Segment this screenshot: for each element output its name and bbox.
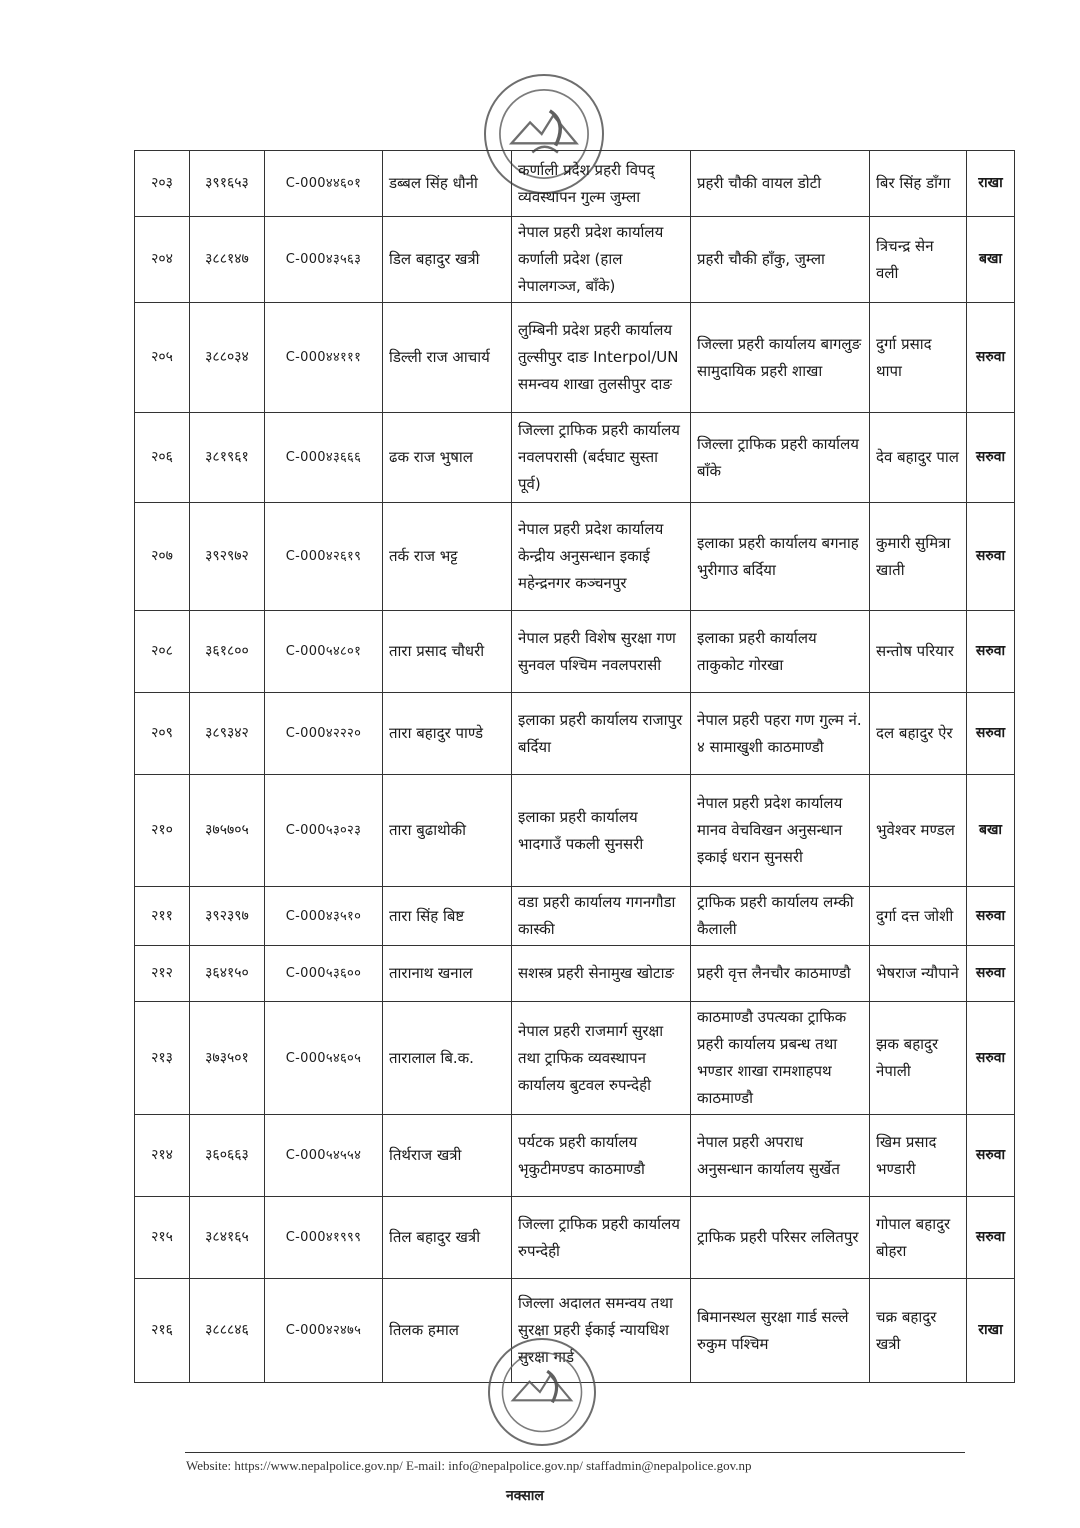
table-row xyxy=(135,946,1015,1002)
table-row xyxy=(135,151,1015,217)
name-cell: ढक राज भुषाल xyxy=(383,413,512,503)
new-office-cell: काठमाण्डौ उपत्यका ट्राफिक प्रहरी कार्यालय प्रबन्ध तथा भण्डार शाखा रामशाहपथ काठमाण्डौ xyxy=(691,1002,870,1115)
supervisor-cell: दुर्गा प्रसाद थापा xyxy=(870,303,967,413)
new-office-cell: इलाका प्रहरी कार्यालय ताकुकोट गोरखा xyxy=(691,611,870,693)
personnel-code-cell: C-000४३५६३ xyxy=(265,217,383,303)
name-cell: तिलक हमाल xyxy=(383,1279,512,1383)
personnel-code-cell: C-000४४६०१ xyxy=(265,151,383,217)
new-office-cell: नेपाल प्रहरी अपराध अनुसन्धान कार्यालय सुर्खेत xyxy=(691,1115,870,1197)
id-number-cell: ३८८८४६ xyxy=(190,1279,265,1383)
serial-number-cell: २१२ xyxy=(135,946,190,1002)
current-office-cell: इलाका प्रहरी कार्यालय भादगाउँ पकली सुनसरी xyxy=(512,775,691,887)
name-cell: तिल बहादुर खत्री xyxy=(383,1197,512,1279)
supervisor-cell: भेषराज न्यौपाने xyxy=(870,946,967,1002)
status-cell: सरुवा xyxy=(967,887,1015,946)
new-office-cell: ट्राफिक प्रहरी कार्यालय लम्की कैलाली xyxy=(691,887,870,946)
id-number-cell: ३७३५०१ xyxy=(190,1002,265,1115)
personnel-code-cell: C-000४३६६६ xyxy=(265,413,383,503)
new-office-cell: बिमानस्थल सुरक्षा गार्ड सल्ले रुकुम पश्चिम xyxy=(691,1279,870,1383)
personnel-code-cell: C-000५३०२३ xyxy=(265,775,383,887)
name-cell: डिल बहादुर खत्री xyxy=(383,217,512,303)
table-row xyxy=(135,1002,1015,1115)
table-row xyxy=(135,693,1015,775)
status-cell: सरुवा xyxy=(967,1115,1015,1197)
id-number-cell: ३६४१५० xyxy=(190,946,265,1002)
id-number-cell: ३८८१४७ xyxy=(190,217,265,303)
serial-number-cell: २१३ xyxy=(135,1002,190,1115)
status-cell: बखा xyxy=(967,775,1015,887)
serial-number-cell: २११ xyxy=(135,887,190,946)
name-cell: डिल्ली राज आचार्य xyxy=(383,303,512,413)
serial-number-cell: २०७ xyxy=(135,503,190,611)
serial-number-cell: २०८ xyxy=(135,611,190,693)
serial-number-cell: २१० xyxy=(135,775,190,887)
personnel-transfer-table xyxy=(134,150,1015,1383)
serial-number-cell: २०५ xyxy=(135,303,190,413)
new-office-cell: जिल्ला प्रहरी कार्यालय बागलुङ सामुदायिक प्रहरी शाखा xyxy=(691,303,870,413)
current-office-cell: जिल्ला अदालत समन्वय तथा सुरक्षा प्रहरी ईकाई न्यायधिश सुरक्षा गार्ड xyxy=(512,1279,691,1383)
table-row xyxy=(135,1197,1015,1279)
supervisor-cell: देव बहादुर पाल xyxy=(870,413,967,503)
current-office-cell: जिल्ला ट्राफिक प्रहरी कार्यालय नवलपरासी (बर्दघाट सुस्ता पूर्व) xyxy=(512,413,691,503)
name-cell: तारानाथ खनाल xyxy=(383,946,512,1002)
personnel-code-cell: C-000४४१११ xyxy=(265,303,383,413)
id-number-cell: ३८४१६५ xyxy=(190,1197,265,1279)
current-office-cell: सशस्त्र प्रहरी सेनामुख खोटाङ xyxy=(512,946,691,1002)
current-office-cell: नेपाल प्रहरी प्रदेश कार्यालय कर्णाली प्रदेश (हाल नेपालगञ्ज, बाँके) xyxy=(512,217,691,303)
bottom-official-seal xyxy=(488,1338,596,1446)
name-cell: तारा बहादुर पाण्डे xyxy=(383,693,512,775)
personnel-code-cell: C-000४२४७५ xyxy=(265,1279,383,1383)
name-cell: तारालाल बि.क. xyxy=(383,1002,512,1115)
serial-number-cell: २०४ xyxy=(135,217,190,303)
personnel-code-cell: C-000५४५५४ xyxy=(265,1115,383,1197)
supervisor-cell: भुवेश्वर मण्डल xyxy=(870,775,967,887)
table-row xyxy=(135,503,1015,611)
current-office-cell: पर्यटक प्रहरी कार्यालय भृकुटीमण्डप काठमाण्डौ xyxy=(512,1115,691,1197)
status-cell: सरुवा xyxy=(967,413,1015,503)
table-row xyxy=(135,413,1015,503)
serial-number-cell: २०९ xyxy=(135,693,190,775)
supervisor-cell: कुमारी सुमित्रा खाती xyxy=(870,503,967,611)
supervisor-cell: गोपाल बहादुर बोहरा xyxy=(870,1197,967,1279)
serial-number-cell: २१५ xyxy=(135,1197,190,1279)
id-number-cell: ३९२९७२ xyxy=(190,503,265,611)
status-cell: सरुवा xyxy=(967,303,1015,413)
supervisor-cell: त्रिचन्द्र सेन वली xyxy=(870,217,967,303)
status-cell: राखा xyxy=(967,1279,1015,1383)
status-cell: राखा xyxy=(967,151,1015,217)
current-office-cell: जिल्ला ट्राफिक प्रहरी कार्यालय रुपन्देही xyxy=(512,1197,691,1279)
name-cell: डब्बल सिंह धौनी xyxy=(383,151,512,217)
status-cell: सरुवा xyxy=(967,946,1015,1002)
status-cell: सरुवा xyxy=(967,1197,1015,1279)
footer-location: नक्साल xyxy=(506,1488,544,1504)
supervisor-cell: दुर्गा दत्त जोशी xyxy=(870,887,967,946)
new-office-cell: प्रहरी चौकी हाँकु, जुम्ला xyxy=(691,217,870,303)
table-row xyxy=(135,217,1015,303)
status-cell: सरुवा xyxy=(967,1002,1015,1115)
supervisor-cell: चक्र बहादुर खत्री xyxy=(870,1279,967,1383)
current-office-cell: नेपाल प्रहरी राजमार्ग सुरक्षा तथा ट्राफिक व्यवस्थापन कार्यालय बुटवल रुपन्देही xyxy=(512,1002,691,1115)
table-row xyxy=(135,1115,1015,1197)
new-office-cell: प्रहरी वृत्त लैनचौर काठमाण्डौ xyxy=(691,946,870,1002)
serial-number-cell: २०३ xyxy=(135,151,190,217)
table-row xyxy=(135,887,1015,946)
footer-rule xyxy=(185,1452,965,1453)
name-cell: तर्क राज भट्ट xyxy=(383,503,512,611)
status-cell: बखा xyxy=(967,217,1015,303)
serial-number-cell: २१६ xyxy=(135,1279,190,1383)
id-number-cell: ३८८०३४ xyxy=(190,303,265,413)
serial-number-cell: २०६ xyxy=(135,413,190,503)
personnel-code-cell: C-000४१९९९ xyxy=(265,1197,383,1279)
supervisor-cell: बिर सिंह डाँगा xyxy=(870,151,967,217)
table-row xyxy=(135,775,1015,887)
supervisor-cell: झक बहादुर नेपाली xyxy=(870,1002,967,1115)
new-office-cell: जिल्ला ट्राफिक प्रहरी कार्यालय बाँके xyxy=(691,413,870,503)
id-number-cell: ३८१९६१ xyxy=(190,413,265,503)
new-office-cell: इलाका प्रहरी कार्यालय बगनाह भुरीगाउ बर्दिया xyxy=(691,503,870,611)
id-number-cell: ३९२३९७ xyxy=(190,887,265,946)
name-cell: तिर्थराज खत्री xyxy=(383,1115,512,1197)
table-row xyxy=(135,611,1015,693)
name-cell: तारा प्रसाद चौधरी xyxy=(383,611,512,693)
personnel-code-cell: C-000४३५१० xyxy=(265,887,383,946)
new-office-cell: नेपाल प्रहरी पहरा गण गुल्म नं. ४ सामाखुशी काठमाण्डौ xyxy=(691,693,870,775)
personnel-code-cell: C-000४२२२० xyxy=(265,693,383,775)
current-office-cell: नेपाल प्रहरी विशेष सुरक्षा गण सुनवल पश्चिम नवलपरासी xyxy=(512,611,691,693)
new-office-cell: ट्राफिक प्रहरी परिसर ललितपुर xyxy=(691,1197,870,1279)
personnel-code-cell: C-000४२६१९ xyxy=(265,503,383,611)
id-number-cell: ३८९३४२ xyxy=(190,693,265,775)
table-row xyxy=(135,303,1015,413)
id-number-cell: ३९१६५३ xyxy=(190,151,265,217)
name-cell: तारा बुढाथोकी xyxy=(383,775,512,887)
supervisor-cell: सन्तोष परियार xyxy=(870,611,967,693)
supervisor-cell: दल बहादुर ऐर xyxy=(870,693,967,775)
current-office-cell: नेपाल प्रहरी प्रदेश कार्यालय केन्द्रीय अनुसन्धान इकाई महेन्द्रनगर कञ्चनपुर xyxy=(512,503,691,611)
serial-number-cell: २१४ xyxy=(135,1115,190,1197)
personnel-code-cell: C-000५४६०५ xyxy=(265,1002,383,1115)
personnel-code-cell: C-000५४८०१ xyxy=(265,611,383,693)
status-cell: सरुवा xyxy=(967,503,1015,611)
id-number-cell: ३६१८०० xyxy=(190,611,265,693)
current-office-cell: कर्णाली प्रदेश प्रहरी विपद् व्यवस्थापन गुल्म जुम्ला xyxy=(512,151,691,217)
supervisor-cell: खिम प्रसाद भण्डारी xyxy=(870,1115,967,1197)
new-office-cell: नेपाल प्रहरी प्रदेश कार्यालय मानव वेचविखन अनुसन्धान इकाई धरान सुनसरी xyxy=(691,775,870,887)
name-cell: तारा सिंह बिष्ट xyxy=(383,887,512,946)
new-office-cell: प्रहरी चौकी वायल डोटी xyxy=(691,151,870,217)
current-office-cell: इलाका प्रहरी कार्यालय राजापुर बर्दिया xyxy=(512,693,691,775)
status-cell: सरुवा xyxy=(967,693,1015,775)
current-office-cell: वडा प्रहरी कार्यालय गगनगौडा कास्की xyxy=(512,887,691,946)
status-cell: सरुवा xyxy=(967,611,1015,693)
footer-website: Website: https://www.nepalpolice.gov.np/ E-mail: info@nepalpolice.gov.np/ staffadmin@nepalpolice.gov.np xyxy=(186,1458,752,1473)
id-number-cell: ३७५७०५ xyxy=(190,775,265,887)
current-office-cell: लुम्बिनी प्रदेश प्रहरी कार्यालय तुल्सीपुर दाङ Interpol/UN समन्वय शाखा तुलसीपुर दाङ xyxy=(512,303,691,413)
personnel-code-cell: C-000५३६०० xyxy=(265,946,383,1002)
id-number-cell: ३६०६६३ xyxy=(190,1115,265,1197)
